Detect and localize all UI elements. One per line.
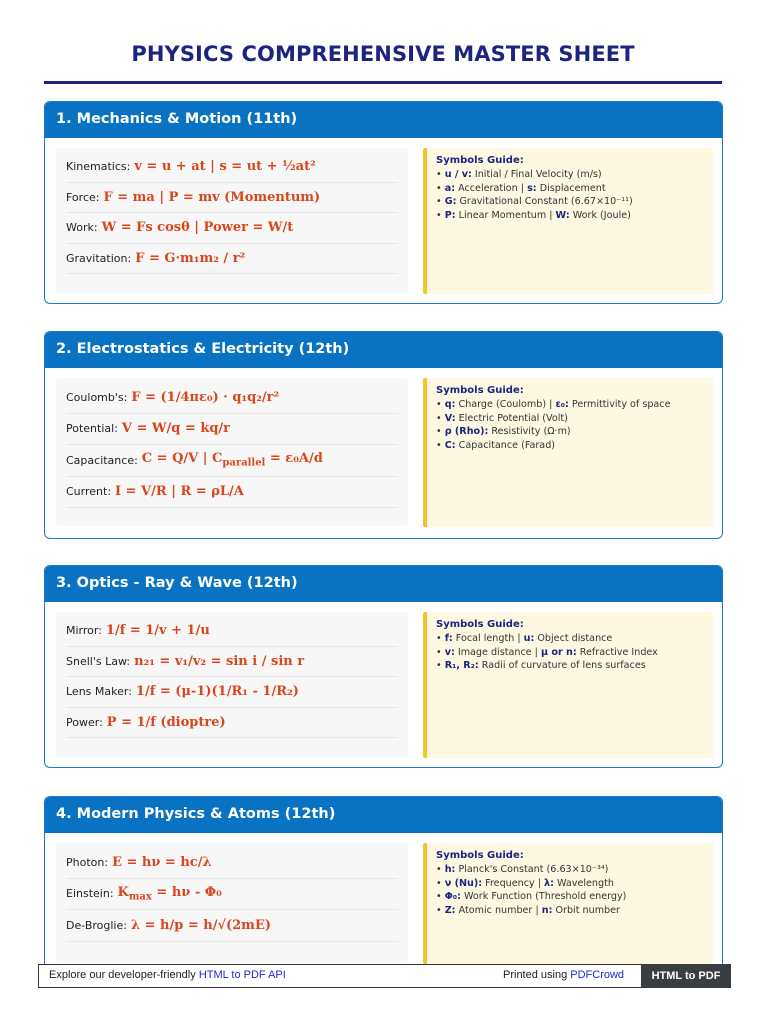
formula-expression: $K_{max} = h\nu - \Phi_0$ bbox=[117, 884, 222, 903]
footer-left-text: Explore our developer-friendly HTML to PDF API bbox=[49, 969, 286, 981]
formula-row bbox=[66, 414, 398, 446]
formula-row bbox=[66, 647, 398, 678]
symbols-guide bbox=[423, 612, 713, 758]
symbol-definition: • u / v: Initial / Final Velocity (m/s) bbox=[436, 169, 602, 180]
formula-list bbox=[56, 612, 408, 757]
section-header: 1. Mechanics & Motion (11th) bbox=[45, 102, 722, 138]
formula-row bbox=[66, 477, 398, 509]
symbols-guide bbox=[423, 378, 713, 527]
formula-row bbox=[66, 152, 398, 183]
formula-label: Current: bbox=[66, 485, 112, 499]
footer-printed-text: Printed using PDFCrowd bbox=[503, 969, 625, 981]
formula-label: Snell's Law: bbox=[66, 654, 131, 668]
formula-subscript: parallel bbox=[222, 458, 266, 470]
formula-label: Kinematics: bbox=[66, 160, 131, 174]
formula-label: Einstein: bbox=[66, 887, 114, 901]
formula-row bbox=[66, 847, 398, 879]
symbols-guide-title: Symbols Guide: bbox=[436, 619, 524, 630]
formula-expression: W = Fs cosθ | Power = W/t bbox=[101, 220, 294, 236]
formula-row bbox=[66, 910, 398, 942]
formula-expression: F = G·m₁m₂ / r² bbox=[135, 250, 246, 266]
formula-expression: V = W/q = kq/r bbox=[121, 421, 231, 437]
formula-label: De-Broglie: bbox=[66, 918, 127, 932]
formula-expression: F = ma | P = mv (Momentum) bbox=[103, 189, 321, 205]
symbol-definition: • v: Image distance | μ or n: Refractive Index bbox=[436, 646, 658, 658]
section-2 bbox=[44, 331, 723, 539]
formula-list bbox=[56, 378, 408, 526]
formula-row bbox=[66, 677, 398, 708]
title-divider bbox=[44, 81, 722, 84]
formula-label: Lens Maker: bbox=[66, 685, 132, 699]
formula-label: Gravitation: bbox=[66, 251, 132, 265]
symbol-definition: • ρ (Rho): Resistivity (Ω·m) bbox=[436, 426, 571, 438]
symbol-definition: • R₁, R₂: Radii of curvature of lens surfaces bbox=[436, 660, 646, 672]
section-body bbox=[45, 833, 722, 970]
symbol-definition: • P: Linear Momentum | W: Work (Joule) bbox=[436, 209, 631, 221]
formula-expression: F = (1/4πε₀) · q₁q₂/r² bbox=[131, 389, 280, 405]
formula-row bbox=[66, 382, 398, 414]
formula-label: Photon: bbox=[66, 855, 109, 869]
formula-expression: P = 1/f (dioptre) bbox=[106, 714, 226, 730]
formula-expression: E = hν = hc/λ bbox=[112, 854, 212, 870]
formula-expression: C = Q/V | $C_{parallel} = \varepsilon_0A/d$ bbox=[141, 451, 323, 470]
formula-label: Coulomb's: bbox=[66, 390, 128, 404]
formula-label: Potential: bbox=[66, 422, 118, 436]
formula-row bbox=[66, 616, 398, 647]
section-header: 3. Optics - Ray & Wave (12th) bbox=[45, 566, 722, 602]
html-to-pdf-button[interactable]: HTML to PDF bbox=[641, 964, 731, 988]
section-body bbox=[45, 602, 722, 767]
symbol-definition: • q: Charge (Coulomb) | ε₀: Permittivity of space bbox=[436, 399, 671, 410]
formula-expression: λ = h/p = h/√(2mE) bbox=[130, 917, 272, 933]
formula-expression: 1/f = (μ-1)(1/R₁ - 1/R₂) bbox=[135, 684, 299, 700]
html-to-pdf-api-link[interactable]: HTML to PDF API bbox=[198, 969, 286, 981]
pdfcrowd-link[interactable]: PDFCrowd bbox=[570, 969, 625, 981]
symbol-definition: • f: Focal length | u: Object distance bbox=[436, 633, 613, 644]
symbols-guide-title: Symbols Guide: bbox=[436, 385, 524, 396]
formula-row bbox=[66, 708, 398, 739]
section-1 bbox=[44, 101, 723, 304]
section-header: 4. Modern Physics & Atoms (12th) bbox=[45, 797, 722, 833]
formula-label: Force: bbox=[66, 190, 100, 204]
formula-row bbox=[66, 183, 398, 214]
section-body bbox=[45, 368, 722, 538]
section-3 bbox=[44, 565, 723, 768]
formula-row bbox=[66, 445, 398, 477]
formula-expression: n₂₁ = v₁/v₂ = sin i / sin r bbox=[134, 653, 305, 669]
formula-expression: 1/f = 1/v + 1/u bbox=[105, 623, 210, 639]
symbol-definition: • V: Electric Potential (Volt) bbox=[436, 412, 568, 424]
section-body bbox=[45, 138, 722, 303]
formula-subscript: max bbox=[128, 891, 152, 903]
formula-row bbox=[66, 213, 398, 244]
formula-list bbox=[56, 843, 408, 963]
formula-label: Mirror: bbox=[66, 624, 102, 638]
formula-expression: v = u + at | s = ut + ½at² bbox=[134, 159, 316, 175]
symbols-guide-title: Symbols Guide: bbox=[436, 850, 524, 861]
formula-list bbox=[56, 148, 408, 293]
section-header: 2. Electrostatics & Electricity (12th) bbox=[45, 332, 722, 368]
formula-label: Power: bbox=[66, 715, 103, 729]
formula-label: Capacitance: bbox=[66, 453, 138, 467]
symbol-definition: • Z: Atomic number | n: Orbit number bbox=[436, 904, 620, 916]
formula-label: Work: bbox=[66, 221, 98, 235]
formula-row bbox=[66, 244, 398, 275]
symbol-definition: • G: Gravitational Constant (6.67×10⁻¹¹) bbox=[436, 196, 633, 208]
symbols-guide bbox=[423, 843, 713, 964]
formula-row bbox=[66, 879, 398, 911]
symbol-definition: • ν (Nu): Frequency | λ: Wavelength bbox=[436, 877, 614, 889]
pdfcrowd-footer-banner bbox=[38, 964, 731, 988]
symbol-definition: • a: Acceleration | s: Displacement bbox=[436, 182, 606, 194]
symbol-definition: • h: Planck's Constant (6.63×10⁻³⁴) bbox=[436, 864, 609, 875]
section-4 bbox=[44, 796, 723, 971]
symbols-guide bbox=[423, 148, 713, 294]
symbols-guide-title: Symbols Guide: bbox=[436, 155, 524, 166]
symbol-definition: • C: Capacitance (Farad) bbox=[436, 439, 556, 451]
page-title: PHYSICS COMPREHENSIVE MASTER SHEET bbox=[131, 42, 635, 66]
formula-expression: I = V/R | R = ρL/A bbox=[115, 484, 244, 500]
symbol-definition: • Φ₀: Work Function (Threshold energy) bbox=[436, 891, 627, 903]
